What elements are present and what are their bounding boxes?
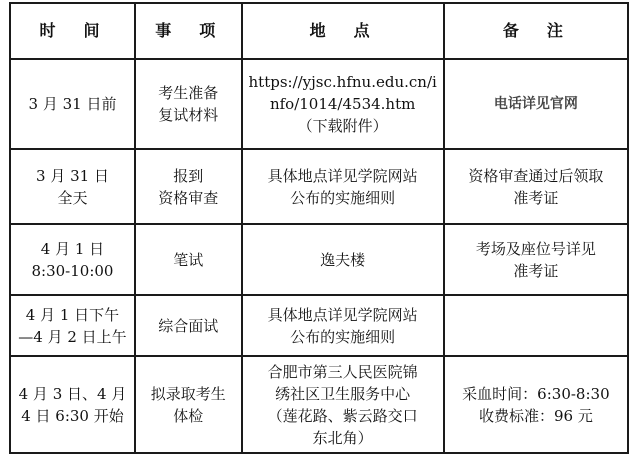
- cell-note: [444, 295, 628, 356]
- cell-time: 4 月 1 日 8:30-10:00: [10, 224, 135, 295]
- cell-item: 报到 资格审查: [135, 149, 242, 224]
- table-row: [10, 295, 628, 356]
- cell-time: 3 月 31 日前: [10, 59, 135, 149]
- table-header-row: [10, 3, 628, 59]
- cell-place: 逸夫楼: [242, 224, 444, 295]
- cell-item: 考生准备 复试材料: [135, 59, 242, 149]
- header-note: 备 注: [444, 3, 628, 59]
- cell-note: 电话详见官网: [444, 59, 628, 149]
- cell-item: 笔试: [135, 224, 242, 295]
- table-row: [10, 149, 628, 224]
- table-row: [10, 356, 628, 453]
- cell-place: 合肥市第三人民医院锦 绣社区卫生服务中心 （莲花路、紫云路交口 东北角）: [242, 356, 444, 453]
- table-row: [10, 224, 628, 295]
- cell-place: https://yjsc.hfnu.edu.cn/i nfo/1014/4534.htm （下载附件）: [242, 59, 444, 149]
- table-row: [10, 59, 628, 149]
- cell-item: 拟录取考生 体检: [135, 356, 242, 453]
- header-time: 时 间: [10, 3, 135, 59]
- cell-time: 3 月 31 日 全天: [10, 149, 135, 224]
- cell-note: 资格审查通过后领取 准考证: [444, 149, 628, 224]
- cell-note: 采血时间：6:30-8:30 收费标准：96 元: [444, 356, 628, 453]
- schedule-table-container: [9, 2, 629, 454]
- cell-note: 考场及座位号详见 准考证: [444, 224, 628, 295]
- cell-item: 综合面试: [135, 295, 242, 356]
- cell-time: 4 月 3 日、4 月 4 日 6:30 开始: [10, 356, 135, 453]
- cell-time: 4 月 1 日下午 —4 月 2 日上午: [10, 295, 135, 356]
- schedule-table: [9, 2, 629, 454]
- cell-place: 具体地点详见学院网站 公布的实施细则: [242, 149, 444, 224]
- cell-place: 具体地点详见学院网站 公布的实施细则: [242, 295, 444, 356]
- header-place: 地 点: [242, 3, 444, 59]
- header-item: 事 项: [135, 3, 242, 59]
